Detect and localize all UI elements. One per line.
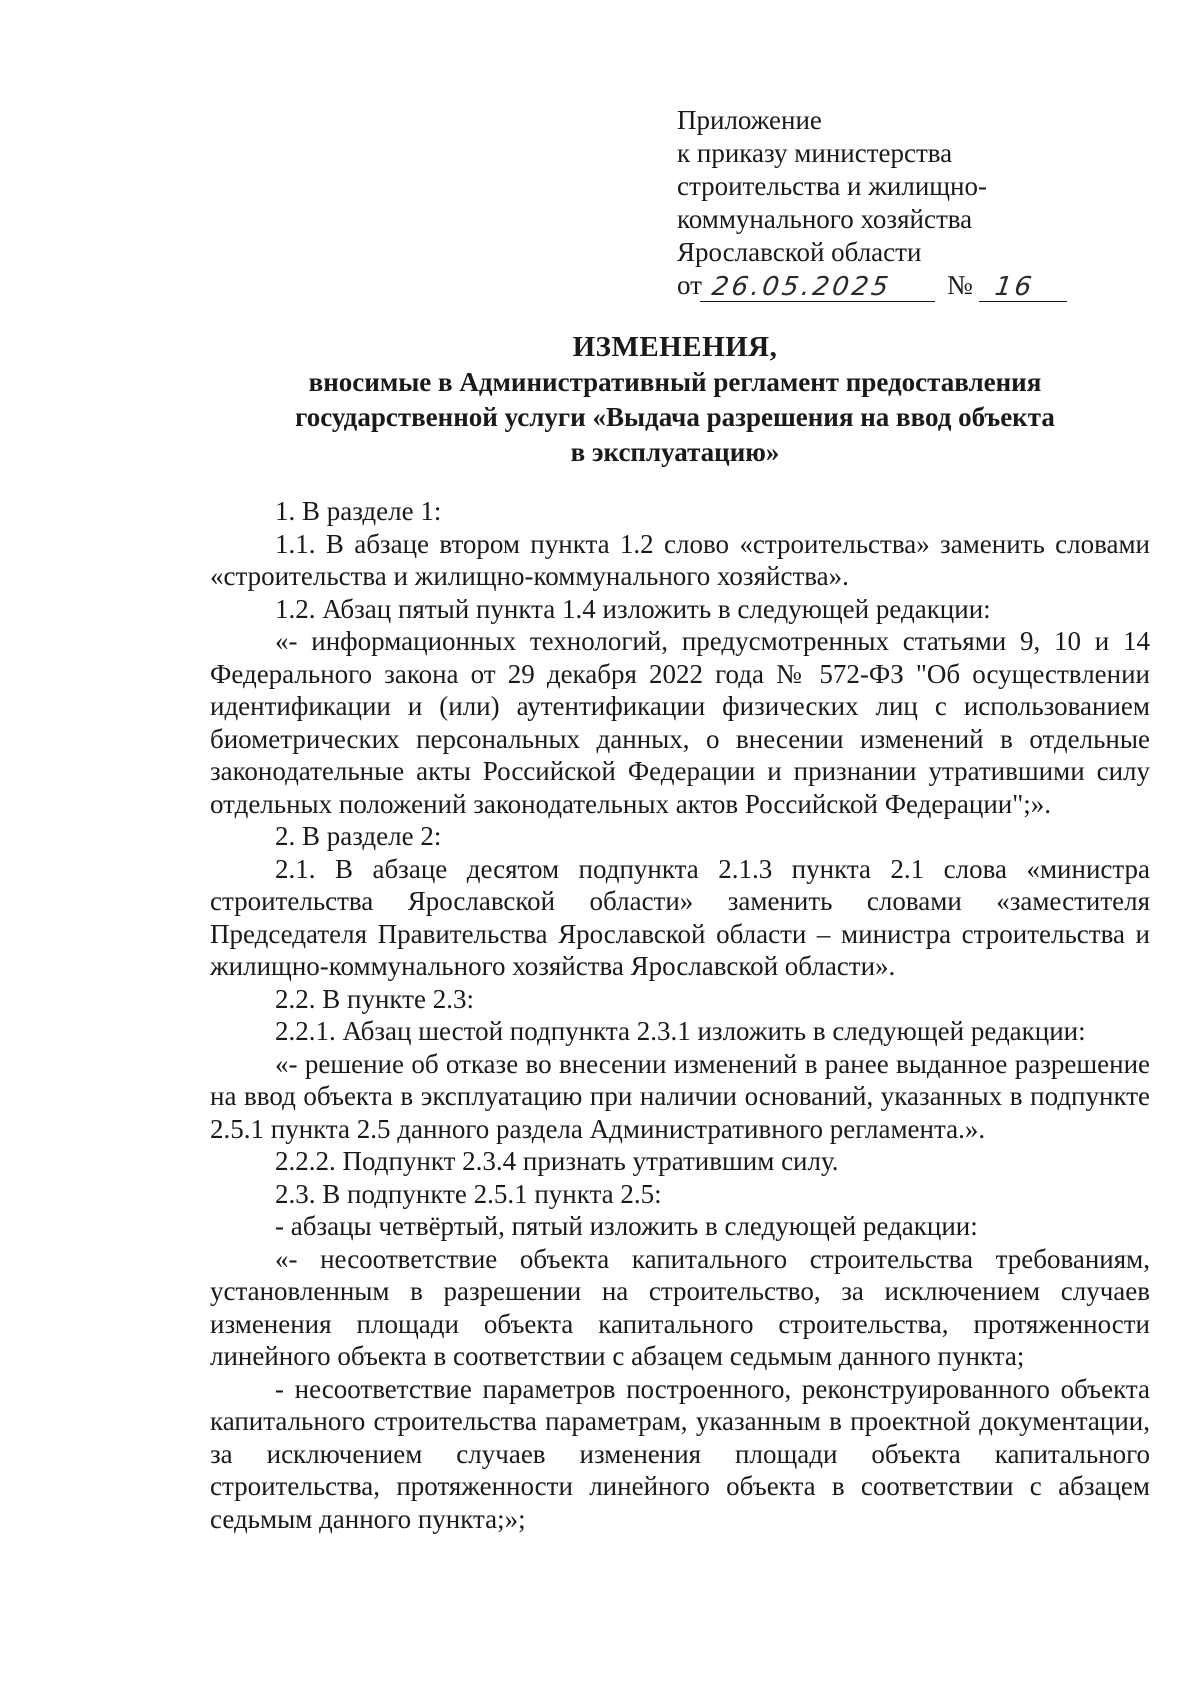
paragraph-1: 1. В разделе 1:	[275, 496, 442, 526]
paragraph-4: «- информационных технологий, предусмотренных статьями 9, 10 и 14 Федерального закона от 29 декабря 2022 года № 572-ФЗ "Об осуществлении идентификации и (или) аутентификации физических лиц с использованием биометрических персональных данных, о внесении изменений в отдельные законодательные акты Российской Федерации и признании утратившими силу отдельных положений законодательных актов Российской Федерации";».	[210, 626, 1150, 819]
paragraph-2: 1.1. В абзаце втором пункта 1.2 слово «строительства» заменить словами «строительства и жилищно-коммунального хозяйства».	[210, 528, 1150, 591]
appendix-line-3: строительства и жилищно-	[677, 171, 987, 201]
handwritten-date: 26.05.2025	[700, 273, 939, 302]
document-body	[210, 495, 1150, 1535]
title-main: ИЗМЕНЕНИЯ,	[572, 331, 778, 363]
paragraph-13: «- несоответствие объекта капитального строительства требованиям, установленным в разрешении на строительство, за исключением случаев изменения площади объекта капитального строительства, протяженности линейного объекта в соответствии с абзацем седьмым данного пункта;	[210, 1243, 1150, 1371]
paragraph-14: - несоответствие параметров построенного, реконструированного объекта капитального строительства параметрам, указанным в проектной документации, за исключением случаев изменения площади объекта капитального строительства, протяженности линейного объекта в соответствии с абзацем седьмым данного пункта;»;	[210, 1373, 1150, 1534]
paragraph-5: 2. В разделе 2:	[275, 821, 442, 851]
title-subtitle-line-1: вносимые в Административный регламент предоставления	[308, 367, 1042, 397]
paragraph-3: 1.2. Абзац пятый пункта 1.4 изложить в следующей редакции:	[275, 593, 991, 624]
date-prefix: от	[677, 270, 702, 300]
order-date-line	[677, 269, 1097, 302]
document-title	[200, 330, 1150, 470]
appendix-line-4: коммунального хозяйства	[677, 204, 973, 234]
handwritten-order-number: 16	[979, 273, 1071, 302]
appendix-line-1: Приложение	[677, 105, 822, 135]
appendix-line-5: Ярославской области	[677, 237, 922, 267]
appendix-line-2: к приказу министерства	[677, 138, 953, 168]
paragraph-11: 2.3. В подпункте 2.5.1 пункта 2.5:	[275, 1178, 662, 1209]
appendix-header	[677, 104, 1097, 302]
title-subtitle-line-3: в эксплуатацию»	[570, 437, 780, 467]
paragraph-12: - абзацы четвёртый, пятый изложить в следующей редакции:	[275, 1211, 978, 1241]
paragraph-8: 2.2.1. Абзац шестой подпункта 2.3.1 изложить в следующей редакции:	[275, 1016, 1086, 1046]
title-subtitle-line-2: государственной услуги «Выдача разрешения на ввод объекта	[295, 402, 1055, 432]
paragraph-10: 2.2.2. Подпункт 2.3.4 признать утратившим силу.	[275, 1146, 839, 1176]
paragraph-6: 2.1. В абзаце десятом подпункта 2.1.3 пункта 2.1 слова «министра строительства Ярославской области» заменить словами «заместителя Председателя Правительства Ярославской области – министра строительства и жилищно-коммунального хозяйства Ярославской области».	[210, 853, 1150, 981]
number-sign: №	[946, 270, 973, 300]
paragraph-9: «- решение об отказе во внесении изменений в ранее выданное разрешение на ввод объекта в эксплуатацию при наличии оснований, указанных в подпункте 2.5.1 пункта 2.5 данного раздела Административного регламента.».	[210, 1048, 1150, 1144]
paragraph-7: 2.2. В пункте 2.3:	[275, 983, 474, 1014]
